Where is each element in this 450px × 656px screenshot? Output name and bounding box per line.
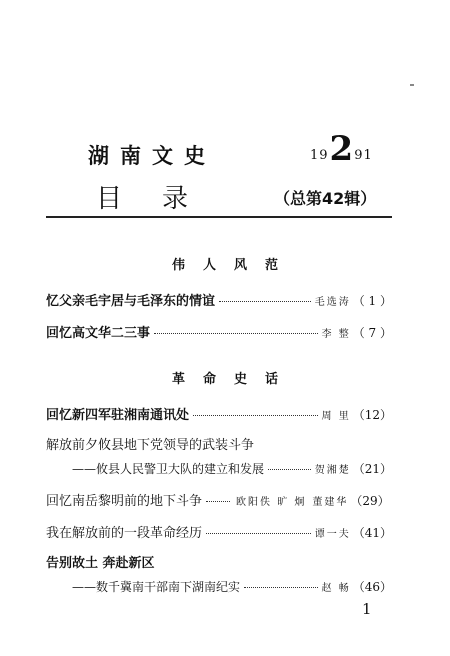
toc-entry[interactable] <box>46 290 392 309</box>
entry-page: （29） <box>350 494 390 508</box>
dot-leader <box>268 469 311 470</box>
toc-entry[interactable] <box>46 322 392 341</box>
entry-page: （12） <box>352 408 392 422</box>
entry-page: （ 7 ） <box>352 326 392 340</box>
entry-page: （41） <box>352 526 392 540</box>
page-number: 1 <box>362 600 372 618</box>
entry-author: 谭一夫 <box>314 529 351 540</box>
toc-entry[interactable] <box>46 490 392 509</box>
entry-subtitle: ——攸县人民警卫大队的建立和发展 <box>72 462 265 476</box>
entry-co-author: 欧阳佚 旷 炯 <box>236 497 307 508</box>
contents-heading: 目录 <box>96 184 229 214</box>
section-title-great-men: 伟人风范 <box>172 258 297 273</box>
entry-title: 告别故土 奔赴新区 <box>46 556 155 571</box>
margin-mark <box>410 84 414 86</box>
entry-author: 董建华 <box>312 497 349 508</box>
dot-leader <box>206 501 230 502</box>
year-suffix: 91 <box>354 148 373 163</box>
entry-page: （46） <box>352 580 392 594</box>
dot-leader <box>219 301 311 302</box>
entry-title: 我在解放前的一段革命经历 <box>46 526 203 541</box>
toc-entry-subtitle[interactable] <box>46 460 392 477</box>
dot-leader <box>244 587 318 588</box>
entry-page: （21） <box>352 462 392 476</box>
entry-page: （ 1 ） <box>352 294 392 308</box>
journal-title: 湖南文史 <box>88 144 216 168</box>
toc-entry[interactable] <box>46 522 392 541</box>
entry-author: 贺湘楚 <box>314 465 351 476</box>
header-rule <box>46 216 392 218</box>
entry-title: 解放前夕攸县地下党领导的武装斗争 <box>46 438 255 453</box>
entry-title: 忆父亲毛宇居与毛泽东的情谊 <box>46 294 216 309</box>
entry-author: 李 整 <box>321 329 351 340</box>
toc-entry[interactable] <box>46 552 392 571</box>
dot-leader <box>193 415 318 416</box>
entry-title: 回忆南岳黎明前的地下斗争 <box>46 494 203 509</box>
dot-leader <box>154 333 318 334</box>
issue-number: （总第42辑） <box>274 189 377 208</box>
toc-entry[interactable] <box>46 404 392 423</box>
publication-year <box>310 129 373 169</box>
year-highlight-digit: 2 <box>329 129 354 169</box>
dot-leader <box>206 533 311 534</box>
entry-subtitle: ——数千冀南干部南下湖南纪实 <box>72 580 241 594</box>
section-title-revolution-history: 革命史话 <box>172 372 297 387</box>
toc-entry[interactable] <box>46 434 392 453</box>
toc-entry-subtitle[interactable] <box>46 578 392 595</box>
entry-title: 回忆新四军驻湘南通讯处 <box>46 408 190 423</box>
entry-title: 回忆高文华二三事 <box>46 326 151 341</box>
entry-author: 周 里 <box>321 411 351 422</box>
year-prefix: 19 <box>310 148 329 163</box>
entry-author: 毛选涛 <box>314 297 351 308</box>
entry-author: 赵 畅 <box>321 583 351 594</box>
